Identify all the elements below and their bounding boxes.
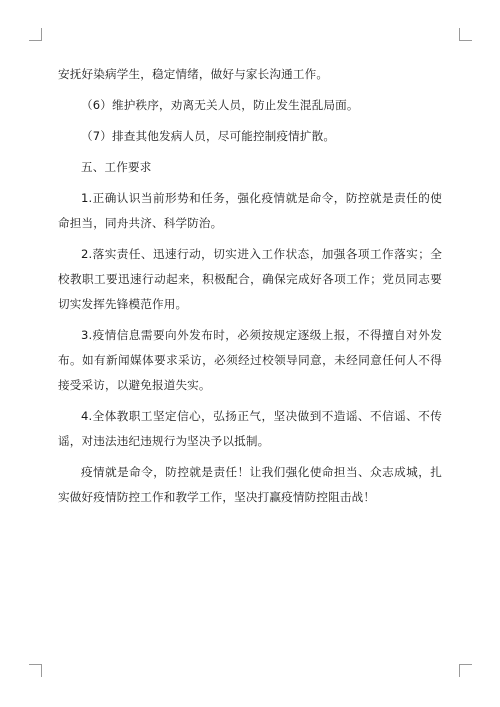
crop-mark-top-right bbox=[459, 28, 472, 41]
crop-mark-bottom-left bbox=[29, 664, 42, 677]
section-heading: 五、工作要求 bbox=[81, 160, 152, 174]
requirement-2: 2.落实责任、迅速行动，切实进入工作状态，加强各项工作落实；全校教职工要迅速行动起来，积极配合，确保完成好各项工作；党员同志要切实发挥先锋模范作用。 bbox=[58, 247, 442, 311]
paragraph-continuation: 安抚好染病学生，稳定情绪，做好与家长沟通工作。 bbox=[58, 67, 329, 81]
closing-paragraph: 疫情就是命令，防控就是责任！让我们强化使命担当、众志成城，扎实做好疫情防控工作和教学工作，坚决打赢疫情防控阻击战！ bbox=[58, 465, 442, 504]
requirement-4: 4.全体教职工坚定信心，弘扬正气，坚决做到不造谣、不信谣、不传谣，对违法违纪违规行为坚决予以抵制。 bbox=[58, 409, 442, 448]
list-item-6: （6）维护秩序，劝离无关人员，防止发生混乱局面。 bbox=[81, 98, 359, 112]
crop-mark-top-left bbox=[29, 28, 42, 41]
list-item-7: （7）排查其他发病人员，尽可能控制疫情扩散。 bbox=[81, 129, 336, 143]
document-body bbox=[58, 62, 442, 510]
crop-mark-bottom-right bbox=[459, 664, 472, 677]
requirement-3: 3.疫情信息需要向外发布时，必须按规定逐级上报，不得擅自对外发布。如有新闻媒体要求采访，必须经过校领导同意，未经同意任何人不得接受采访，以避免报道失实。 bbox=[58, 328, 442, 392]
requirement-1: 1.正确认识当前形势和任务，强化疫情就是命令，防控就是责任的使命担当，同舟共济、科学防治。 bbox=[58, 191, 442, 230]
